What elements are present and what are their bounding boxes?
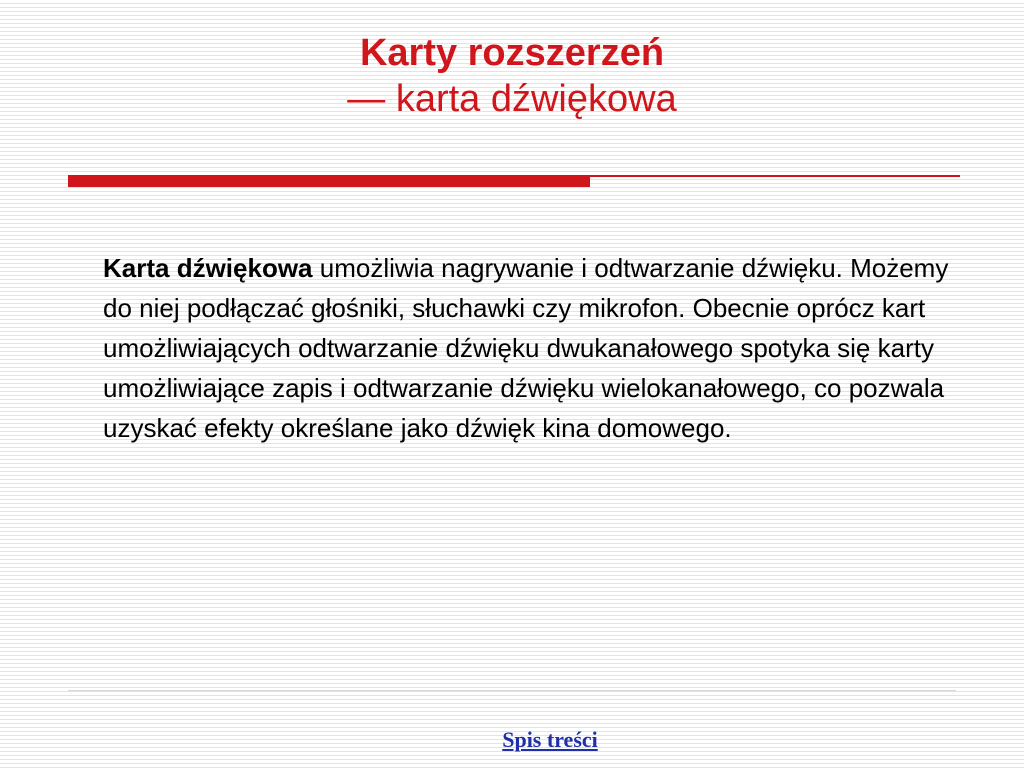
footer-divider <box>68 690 956 691</box>
slide-body-paragraph <box>103 248 953 448</box>
slide-title <box>0 30 1024 122</box>
title-divider-thin <box>590 175 960 177</box>
title-divider-thick <box>68 175 590 187</box>
slide-title-subtitle: — karta dźwiękowa <box>347 78 677 120</box>
table-of-contents-link[interactable]: Spis treści <box>502 727 598 752</box>
body-description: umożliwia nagrywanie i odtwarzanie dźwięku. Możemy do niej podłączać głośniki, słuchawki czy mikrofon. Obecnie oprócz kart umożliwiających odtwarzanie dźwięku dwukanałowego spotyka się karty umożliwiające zapis i odtwarzanie dźwięku wielokanałowego, co pozwala uzyskać efekty określane jako dźwięk kina domowego. <box>103 253 949 443</box>
slide-title-main: Karty rozszerzeń <box>359 32 665 74</box>
body-lead-term: Karta dźwiękowa <box>103 253 313 283</box>
